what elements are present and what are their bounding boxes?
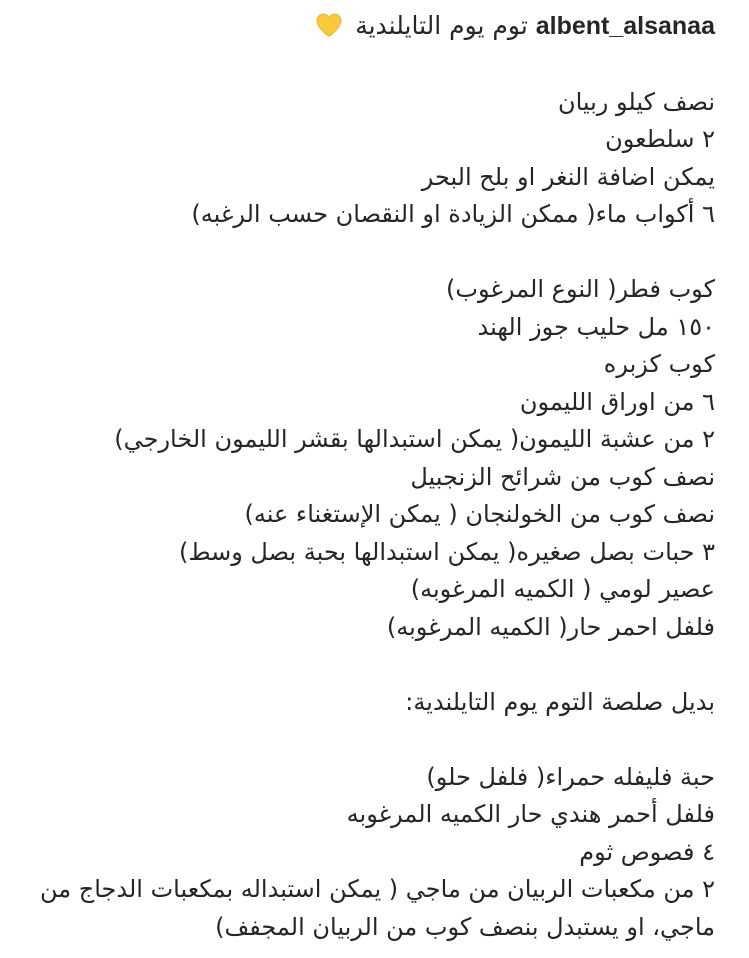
ingredient-line: ٦ من اوراق الليمون [519,387,715,416]
ingredient-line: ٦ أكواب ماء( ممكن الزيادة او النقصان حسب الرغبه) [191,200,715,228]
recipe-title: توم يوم التايلندية [355,11,528,40]
ingredient-line: فلفل احمر حار( الكميه المرغوبه) [386,612,715,641]
ingredient-line: ٣ حبات بصل صغيره( يمكن استبدالها بحبة بصل وسط) [178,537,715,566]
ingredient-line: ٤ فصوص ثوم [579,837,715,866]
alternative-heading: بديل صلصة التوم يوم التايلندية: [405,687,715,716]
caption-header [34,6,715,46]
alternative-ingredients-list [34,759,715,947]
spacer [34,721,715,759]
ingredient-line: يمكن اضافة النغر او بلح البحر [421,162,715,191]
ingredient-line: ٢ من مكعبات الربيان من ماجي ( يمكن استبداله بمكعبات الدجاج من ماجي، او يستبدل بنصف كوب من الربيان المجفف) [39,875,715,941]
ingredient-line: كوب كزبره [603,350,715,378]
ingredient-line: ٢ سلطعون [605,125,715,153]
main-ingredients-list [34,84,715,234]
yellow-heart-icon [315,12,343,38]
username-link[interactable]: albent_alsanaa [535,12,715,40]
ingredient-line: نصف كوب من الخولنجان ( يمكن الإستغناء عنه) [244,500,715,528]
ingredient-line: نصف كيلو ربيان [557,87,715,116]
spacer [34,234,715,272]
ingredient-line: كوب فطر( النوع المرغوب) [445,275,715,303]
ingredient-line: عصير لومي ( الكميه المرغوبه) [410,575,715,603]
spacer [34,646,715,684]
ingredient-line: ٢ من عشبة الليمون( يمكن استبدالها بقشر الليمون الخارجي) [114,425,715,453]
secondary-ingredients-list [34,271,715,646]
ingredient-line: ١٥٠ مل حليب جوز الهند [477,312,715,341]
ingredient-line: فلفل أحمر هندي حار الكميه المرغوبه [346,800,715,828]
ingredient-line: حبة فليفله حمراء( فلفل حلو) [426,762,715,791]
spacer [34,46,715,84]
ingredient-line: نصف كوب من شرائح الزنجبيل [410,462,715,491]
